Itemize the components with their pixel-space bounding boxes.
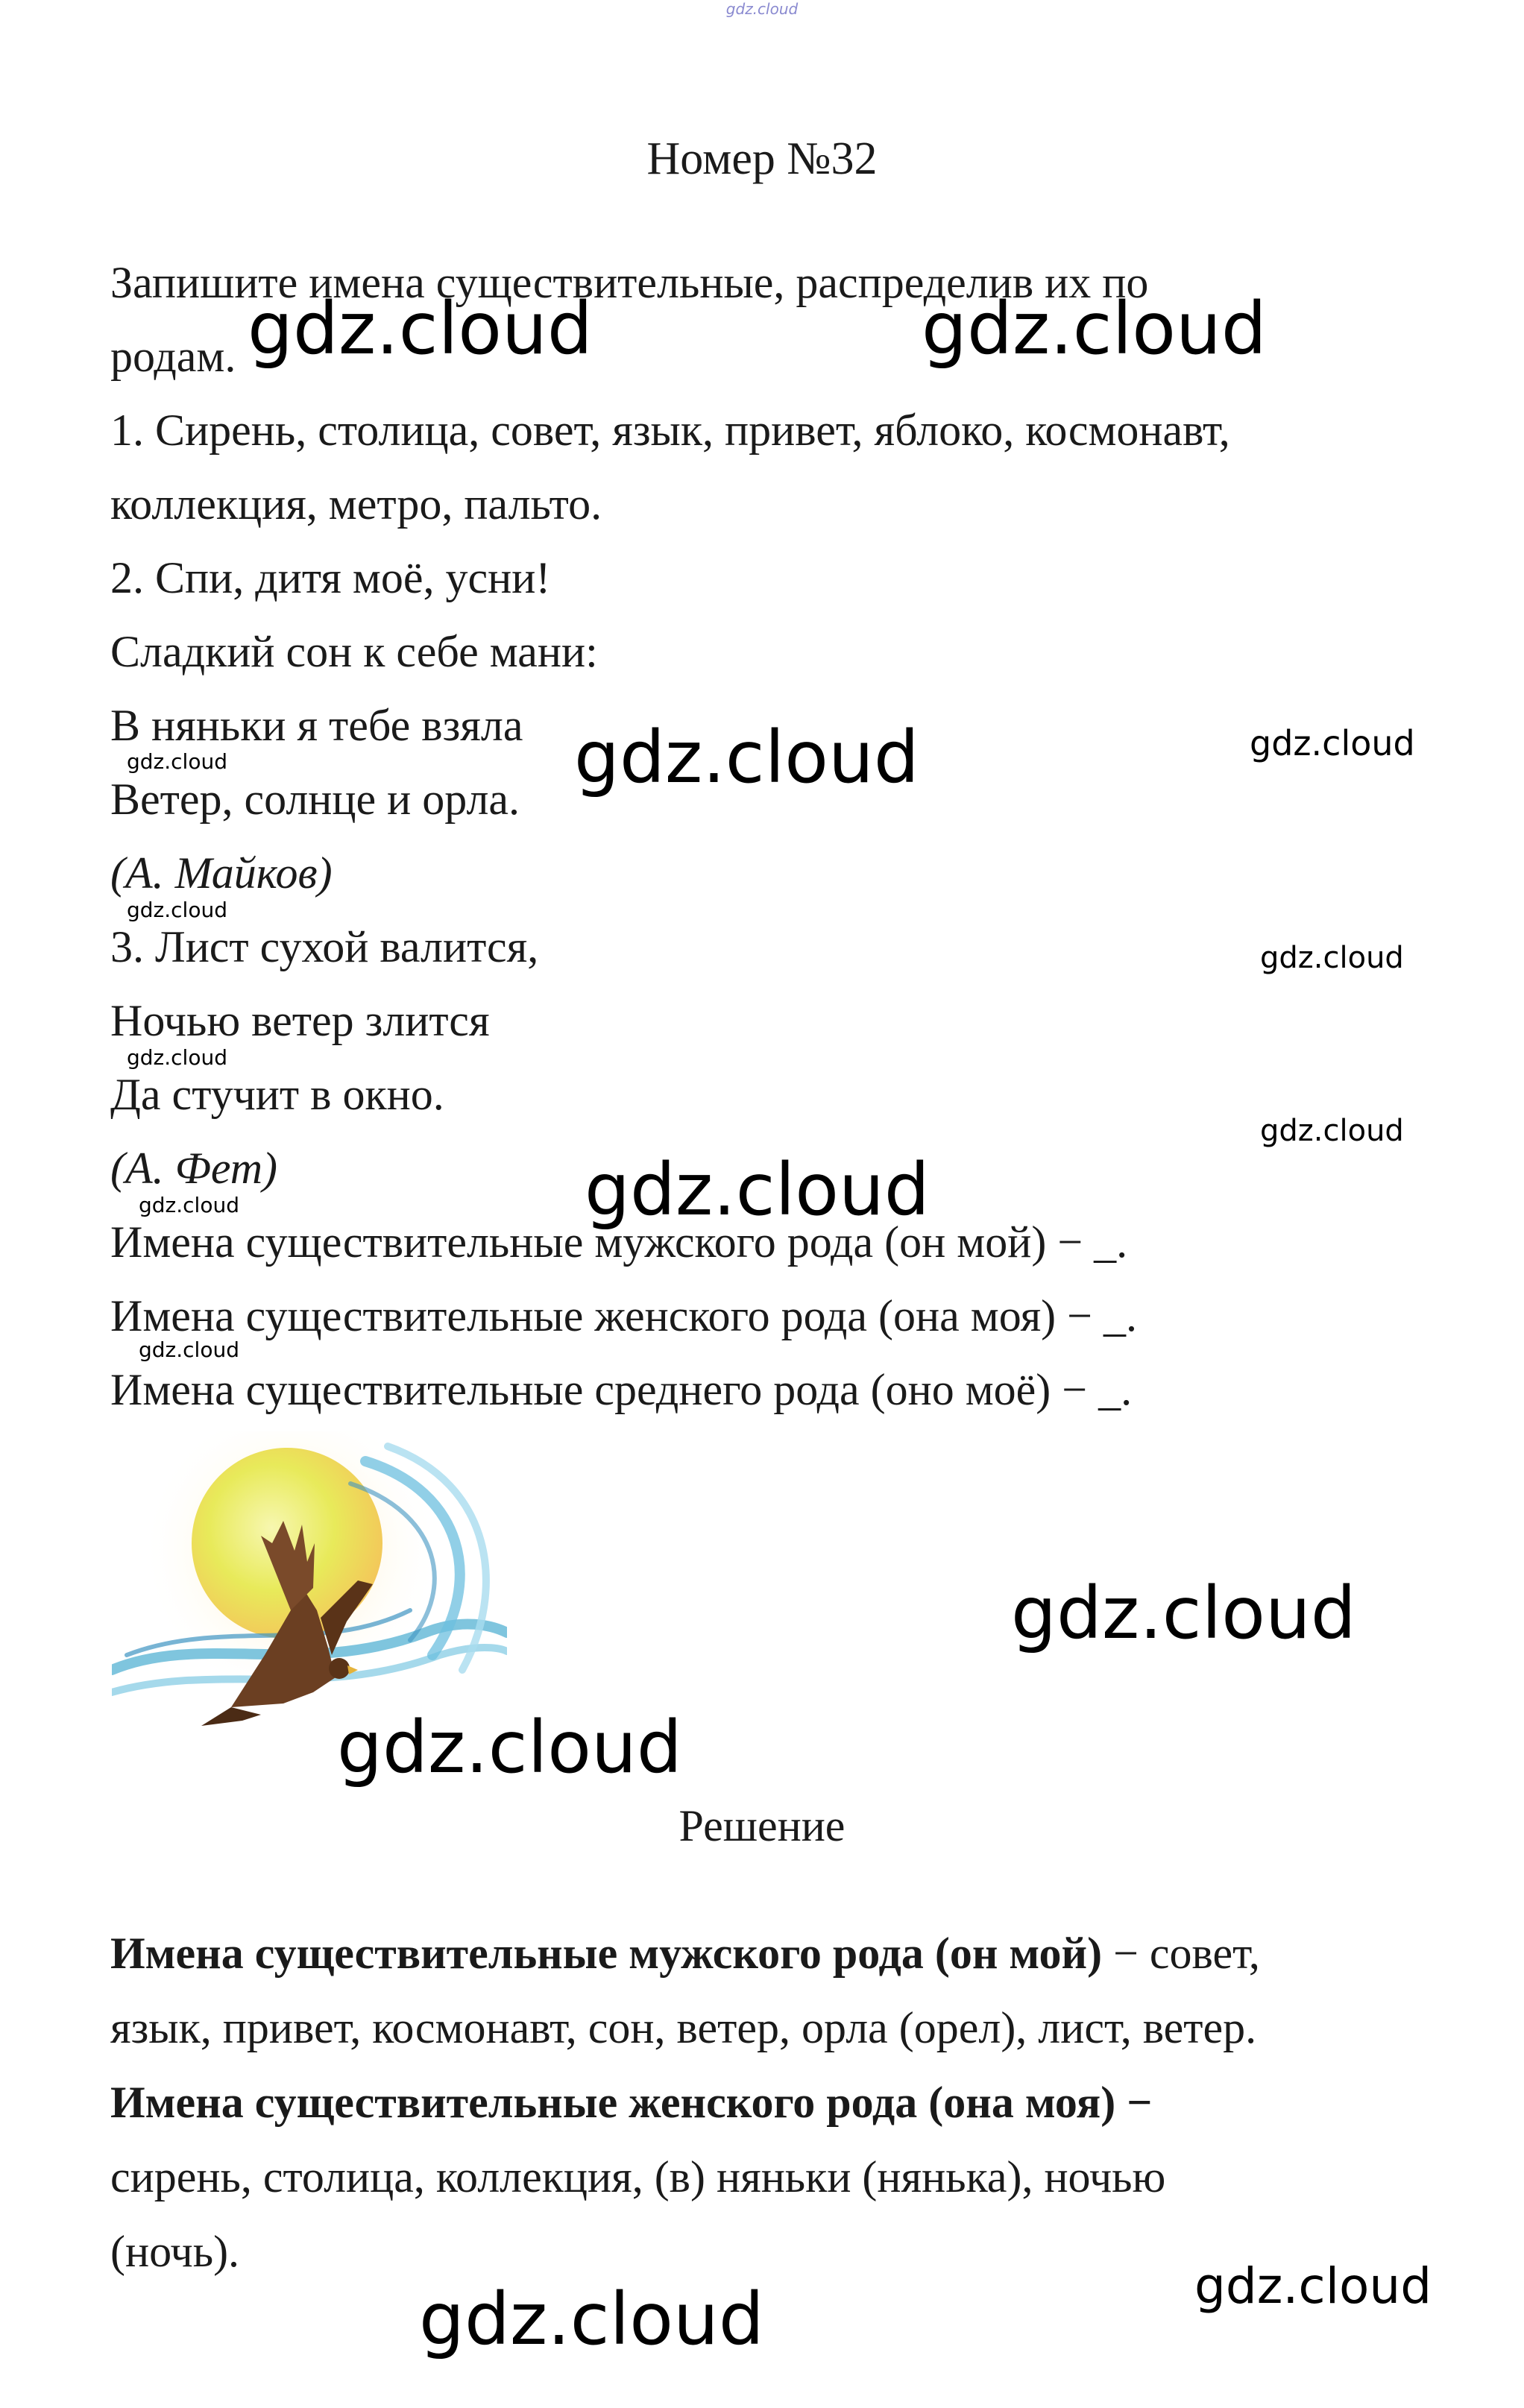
watermark: gdz.cloud [1194, 2257, 1432, 2315]
sun-eagle-wind-illustration [112, 1431, 507, 1730]
top-watermark: gdz.cloud [725, 0, 799, 18]
page-title: Номер №32 [646, 133, 878, 184]
solution-line: язык, привет, космонавт, сон, ветер, орла (орел), лист, ветер. [110, 2003, 1257, 2052]
watermark: gdz.cloud [139, 1337, 239, 1362]
solution-line: сирень, столица, коллекция, (в) няньки (нянька), ночью [110, 2152, 1166, 2201]
watermark: gdz.cloud [922, 287, 1267, 371]
solution-text [110, 1916, 1423, 2289]
answer-line: Имена существительные женского рода (она моя) − _. [110, 1291, 1137, 1340]
poem-line: Ветер, солнце и орла. [110, 775, 520, 824]
solution-line: (ночь). [110, 2227, 240, 2276]
poem-line: 3. Лист сухой валится, [110, 922, 539, 971]
answer-line: Имена существительные среднего рода (оно моё) − _. [110, 1365, 1133, 1414]
watermark: gdz.cloud [127, 1045, 227, 1070]
task-text [110, 246, 1423, 1427]
watermark: gdz.cloud [248, 287, 593, 371]
watermark: gdz.cloud [139, 1193, 239, 1217]
task-line: родам. [110, 332, 236, 381]
watermark: gdz.cloud [1260, 941, 1404, 975]
solution-line [110, 2065, 1423, 2140]
poem-line: Сладкий сон к себе мани: [110, 627, 598, 676]
feminine-label: Имена существительные женского рода (она моя) [110, 2078, 1116, 2127]
watermark: gdz.cloud [585, 1148, 930, 1232]
task-line: Запишите имена существительные, распределив их по [110, 258, 1149, 307]
watermark: gdz.cloud [127, 898, 227, 922]
watermark: gdz.cloud [337, 1706, 682, 1789]
task-line: коллекция, метро, пальто. [110, 479, 602, 529]
masculine-label: Имена существительные мужского рода (он мой) [110, 1929, 1103, 1978]
solution-title: Решение [678, 1801, 846, 1850]
watermark: gdz.cloud [1260, 1114, 1404, 1148]
poem-author: (А. Майков) [110, 848, 333, 898]
watermark: gdz.cloud [127, 749, 227, 774]
solution-line [110, 1916, 1423, 1991]
watermark: gdz.cloud [1011, 1572, 1356, 1655]
watermark: gdz.cloud [574, 716, 919, 799]
answer-line: Имена существительные мужского рода (он мой) − _. [110, 1217, 1128, 1267]
masculine-answer: − совет, [1102, 1929, 1260, 1978]
watermark: gdz.cloud [419, 2278, 764, 2361]
poem-line: Да стучит в окно. [110, 1070, 444, 1119]
poem-line: Ночью ветер злится [110, 996, 490, 1045]
watermark: gdz.cloud [1250, 723, 1415, 763]
poem-author: (А. Фет) [110, 1144, 278, 1193]
poem-line: В няньки я тебе взяла [110, 701, 523, 750]
feminine-dash: − [1115, 2078, 1153, 2127]
poem-line: 2. Спи, дитя моё, усни! [110, 553, 551, 602]
task-line: 1. Сирень, столица, совет, язык, привет, яблоко, космонавт, [110, 406, 1230, 455]
